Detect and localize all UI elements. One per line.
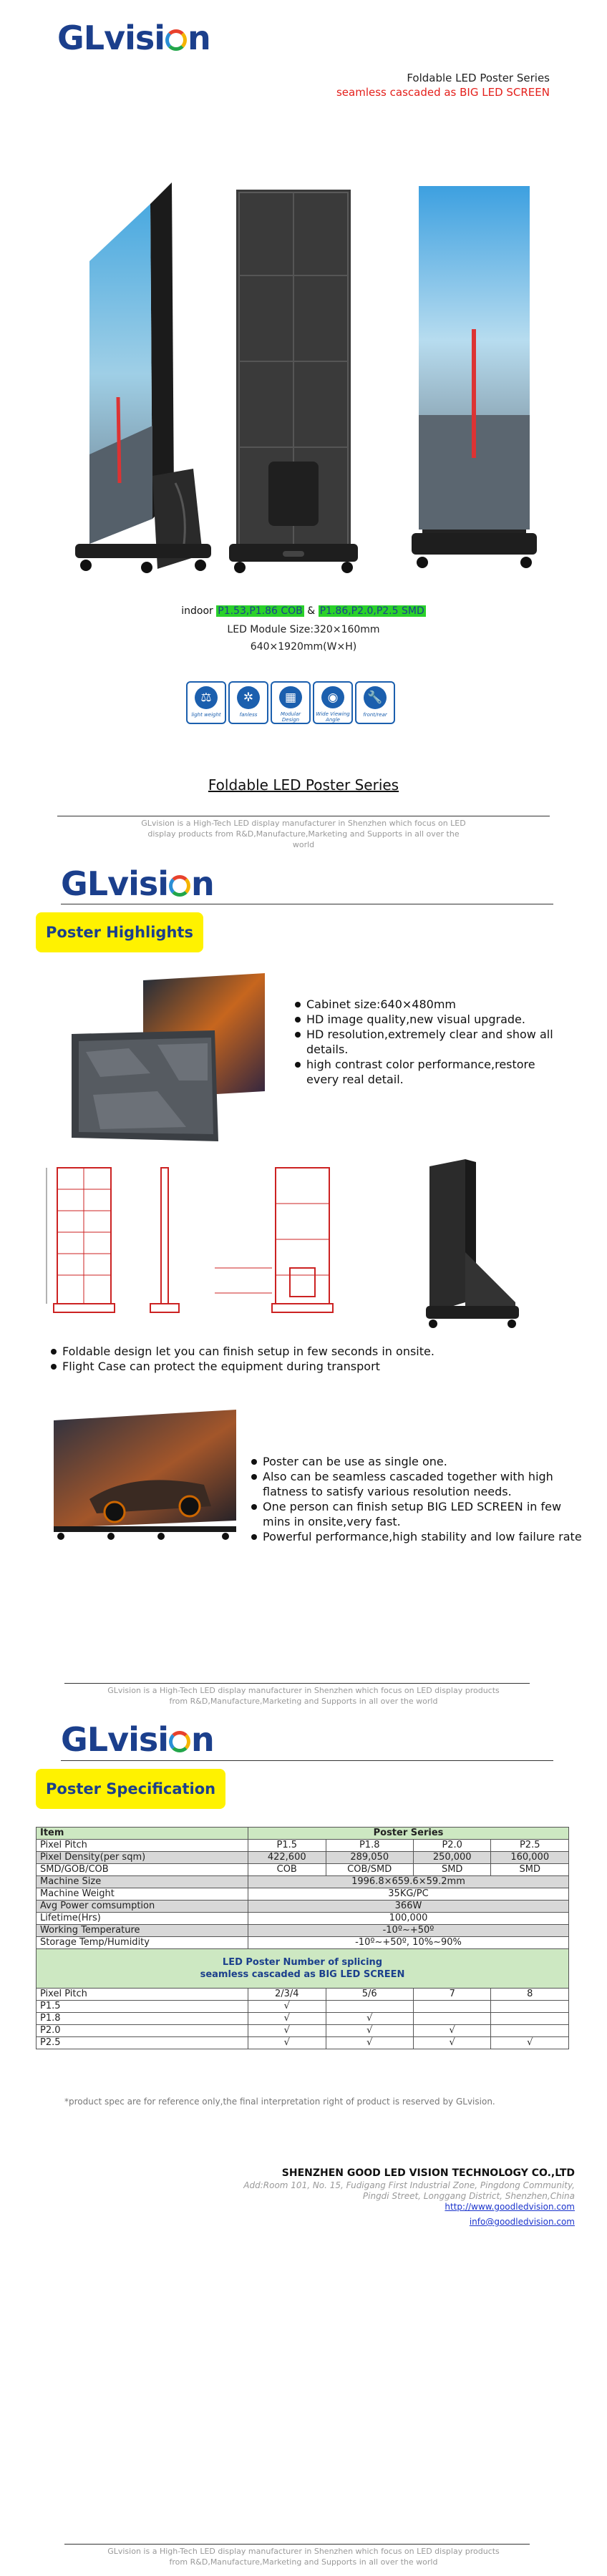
bullet-item: HD resolution,extremely clear and show all details. [296, 1027, 563, 1057]
spec-table: Item Poster Series Pixel Pitch P1.5 P1.8 P2.0 P2.5 Pixel Density(per sqm) 422,600 289,050 250,000 160,000 SMD/GOB/COB COB COB/SMD SMD SMD Machine Size 1996.8×659.6×59.2mm Machine Weight 35KG/PC Avg Power comsumption 366W Lifetime(Hrs) 100,000 Working Temperature -10º~+50º Storage Temp/Humidity -10º~+50º, 10%~90% LED Poster Number of splicing seamless cascaded as BIG LED SCREEN Pixel Pitch 2/3/4 5/6 7 8 P1.5 √ P1.8 √ √ P2.0 √ √ √ P2.5 √ √ √ √ [36, 1827, 569, 2049]
row-label: Machine Weight [37, 1888, 248, 1901]
technical-drawing-side [143, 1161, 186, 1325]
cabinet-photo [72, 973, 268, 1141]
spec-cob-highlight: P1.53,P1.86 COB [218, 605, 303, 617]
divider [64, 1683, 530, 1684]
icon-label: front/rear [363, 712, 387, 718]
icon-label: fanless [239, 712, 258, 718]
footer-caption: GLvision is a High-Tech LED display manufacturer in Shenzhen which focus on LED display products from R&D,Manufacture,Marketing and Supports in all over the world [107, 1686, 500, 1706]
specification-tab: Poster Specification [36, 1769, 225, 1809]
divider [64, 2544, 530, 2545]
row-label: Pixel Density(per sqm) [37, 1852, 248, 1864]
head-series: Poster Series [248, 1828, 569, 1840]
logo-text-end: n [187, 19, 210, 57]
highlights-bullets-b [39, 1344, 569, 1374]
dimension: 640×1920mm(W×H) [250, 641, 357, 653]
highlights-bullets-c [240, 1454, 583, 1544]
bullet-item: Powerful performance,high stability and low failure rate [253, 1529, 583, 1544]
logo-o-icon [169, 1731, 190, 1752]
technical-drawing-rear [208, 1161, 344, 1325]
bullet-item: Also can be seamless cascaded together with high flatness to satisfy various resolution needs. [253, 1469, 583, 1499]
big-screen-photo [47, 1406, 240, 1542]
technical-drawing-front [39, 1161, 125, 1325]
highlights-bullets-a [283, 997, 563, 1087]
product-photo-angled [68, 182, 225, 580]
bullet-item: Foldable design let you can finish setup in few seconds in onsite. [52, 1344, 569, 1359]
divider [61, 1760, 553, 1761]
logo-o-icon [169, 875, 190, 897]
header-subtitle: seamless cascaded as BIG LED SCREEN [336, 86, 550, 99]
brand-logo [57, 19, 210, 57]
product-photo-front [408, 186, 540, 576]
modular-design-icon: ▦ Modular Design [271, 681, 311, 724]
bullet-item: HD image quality,new visual upgrade. [296, 1012, 563, 1027]
company-address: Add:Room 101, No. 15, Fudigang First Industrial Zone, Pingdong Community, [243, 2180, 575, 2190]
bullet-item: One person can finish setup BIG LED SCREEN in few mins in onsite,very fast. [253, 1499, 583, 1529]
highlights-tab: Poster Highlights [36, 912, 203, 952]
row-label: Machine Size [37, 1876, 248, 1888]
company-name: SHENZHEN GOOD LED VISION TECHNOLOGY CO.,LTD [281, 2167, 575, 2179]
row-label: Avg Power comsumption [37, 1901, 248, 1913]
wide-viewing-angle-icon: ◉ Wide Viewing Angle [313, 681, 353, 724]
spec-amp: & [304, 605, 319, 617]
logo-o-icon [165, 29, 187, 51]
module-size: LED Module Size:320×160mm [227, 624, 380, 635]
brand-logo: GLvisi n [61, 1720, 214, 1759]
product-photo-rear [229, 190, 358, 576]
product-spec-line [0, 605, 607, 617]
row-label: Pixel Pitch [37, 1840, 248, 1852]
icon-label: Modular Design [280, 711, 301, 723]
icon-label: Wide Viewing Angle [316, 711, 350, 723]
spec-prefix: indoor [181, 605, 217, 617]
row-label: Lifetime(Hrs) [37, 1913, 248, 1925]
front-rear-icon: 🔧 front/rear [355, 681, 395, 724]
fanless-icon: ✲ fanless [228, 681, 268, 724]
website-link[interactable]: http://www.goodledvision.com [445, 2202, 575, 2212]
section-title: Foldable LED Poster Series [208, 776, 399, 794]
head-item: Item [37, 1828, 248, 1840]
bullet-item: Flight Case can protect the equipment during transport [52, 1359, 569, 1374]
spec-note: *product spec are for reference only,the final interpretation right of product is reserved by GLvision. [64, 2097, 495, 2107]
footer-caption: GLvision is a High-Tech LED display manufacturer in Shenzhen which focus on LED display products from R&D,Manufacture,Marketing and Supports in all over the world [107, 2547, 500, 2567]
logo-text-prefix: GL [57, 19, 105, 57]
footer-caption: GLvision is a High-Tech LED display manufacturer in Shenzhen which focus on LED display products from R&D,Manufacture,Marketing and Supports in all over the world [141, 819, 466, 849]
row-label: SMD/GOB/COB [37, 1864, 248, 1876]
logo-text-suffix: visi [104, 19, 165, 57]
row-label: Working Temperature [37, 1925, 248, 1937]
folded-poster-photo [415, 1159, 523, 1331]
light-weight-icon: ⚖ light weight [186, 681, 226, 724]
bullet-item: Poster can be use as single one. [253, 1454, 583, 1469]
brand-logo: GLvisi n [61, 864, 214, 903]
bullet-item: Cabinet size:640×480mm [296, 997, 563, 1012]
email-link[interactable]: info@goodledvision.com [469, 2217, 575, 2227]
bullet-item: high contrast color performance,restore every real detail. [296, 1057, 563, 1087]
icon-label: light weight [191, 712, 221, 718]
splice-title: LED Poster Number of splicing seamless cascaded as BIG LED SCREEN [37, 1949, 569, 1989]
spec-smd-highlight: P1.86,P2.0,P2.5 SMD [319, 605, 424, 617]
company-address: Pingdi Street, Longgang District, Shenzhen,China [362, 2191, 575, 2201]
company-block [243, 2168, 575, 2228]
row-label: Storage Temp/Humidity [37, 1937, 248, 1949]
header-title: Foldable LED Poster Series [407, 72, 550, 84]
feature-icon-row [186, 681, 395, 724]
